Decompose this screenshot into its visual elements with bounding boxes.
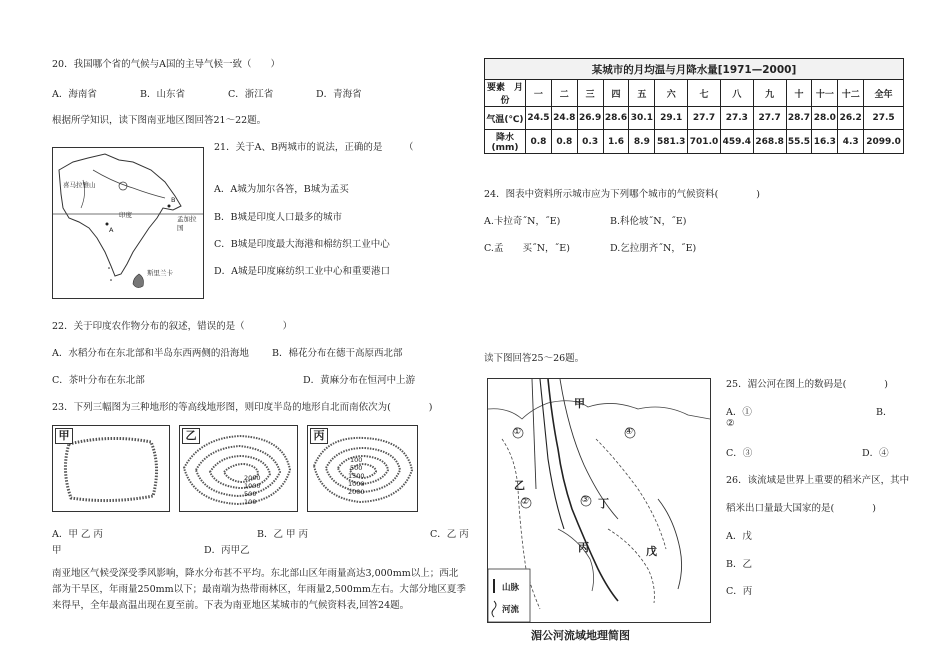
climate-table-month: 八	[720, 80, 753, 107]
contour-map-bing	[307, 425, 418, 512]
climate-table-cell: 459.4	[720, 130, 753, 154]
climate-table-cell: 2099.0	[864, 130, 904, 154]
climate-table-cell: 55.5	[786, 130, 812, 154]
climate-table-month: 一	[526, 80, 552, 107]
contour-bing-label-4: 1000	[348, 480, 365, 488]
q22-option-c: C．茶叶分布在东北部	[52, 375, 145, 386]
climate-table-month: 三	[577, 80, 603, 107]
q23-option-a: A．甲 乙 丙	[52, 529, 103, 540]
mekong-legend-mountain: 山脉	[502, 583, 520, 593]
mekong-map-caption: 湄公河流域地理简图	[531, 629, 630, 642]
mekong-label-4: ④	[625, 427, 634, 437]
q26-option-a: A．戊	[726, 531, 752, 542]
climate-table-month: 四	[603, 80, 629, 107]
climate-table-month: 九	[753, 80, 786, 107]
q22-option-b: B．棉花分布在德干高原西北部	[272, 348, 403, 359]
map-label-a: A	[109, 226, 114, 234]
mekong-label-3: ③	[581, 495, 590, 505]
q25-stem: 25．湄公河在图上的数码是( )	[726, 379, 889, 390]
climate-table-cell: 268.8	[753, 130, 786, 154]
contour-map-jia	[52, 425, 170, 512]
climate-table-cell: 27.5	[864, 107, 904, 130]
climate-table-cell: 28.7	[786, 107, 812, 130]
q23-option-c-cont: 甲	[52, 545, 62, 556]
q22-option-d: D．黄麻分布在恒河中上游	[303, 375, 416, 386]
climate-table-cell: 28.0	[812, 107, 838, 130]
contour-yi-label-2: 1000	[244, 482, 261, 490]
q21-paren: （	[404, 142, 414, 153]
passage-24-line-1: 南亚地区气候受深受季风影响，降水分布甚不平均。东北部山区年雨量高达3,000mm以上；西北	[52, 568, 459, 579]
q24-option-c: C.孟 买˝N，˝E)	[484, 243, 570, 254]
climate-table-cell: 0.8	[526, 130, 552, 154]
contour-map-yi	[179, 425, 298, 512]
q26-option-b: B．乙	[726, 559, 752, 570]
q20-option-c: C．浙江省	[228, 89, 274, 100]
contour-bing-label-5: 2000	[348, 488, 365, 496]
climate-table-header-row	[485, 80, 904, 107]
climate-table-title: 某城市的月均温与月降水量[1971—2000]	[485, 59, 904, 80]
intro-25-26: 读下图回答25～26题。	[484, 353, 585, 364]
climate-table-month: 二	[551, 80, 577, 107]
mekong-map	[487, 378, 711, 623]
climate-table-cell: 1.6	[603, 130, 629, 154]
climate-table-row-temp	[485, 107, 904, 130]
climate-table-month: 十一	[812, 80, 838, 107]
climate-table-month: 五	[629, 80, 655, 107]
climate-table-cell: 26.9	[577, 107, 603, 130]
climate-table-cell: 27.3	[720, 107, 753, 130]
q26-option-c: C．丙	[726, 586, 753, 597]
q23-stem: 23．下列三幅图为三种地形的等高线地形图，则印度半岛的地形自北而南依次为( )	[52, 402, 433, 413]
intro-21-22: 根据所学知识，读下图南亚地区图回答21～22题。	[52, 115, 267, 126]
q26-stem-line-2: 稻米出口量最大国家的是( )	[726, 503, 876, 514]
climate-table-cell: 4.3	[838, 130, 864, 154]
climate-table-cell: 27.7	[753, 107, 786, 130]
climate-table-month: 十	[786, 80, 812, 107]
climate-table-cell: 8.9	[629, 130, 655, 154]
climate-table-cell: 0.8	[551, 130, 577, 154]
contour-tag-bing: 丙	[310, 428, 328, 444]
q21-option-a: A．A城为加尔各答，B城为孟买	[214, 184, 349, 195]
q21-option-c: C．B城是印度最大海港和棉纺织工业中心	[214, 239, 390, 250]
q21-stem: 21．关于A、B两城市的说法，正确的是	[214, 142, 383, 153]
climate-table	[484, 58, 904, 154]
q22-option-a: A．水稻分布在东北部和半岛东西两侧的沿海地	[52, 348, 249, 359]
q26-stem-line-1: 26．该流域是世界上重要的稻米产区，其中	[726, 475, 910, 486]
map-label-bangladesh: 孟加拉国	[177, 215, 197, 232]
mekong-label-2: ②	[521, 497, 530, 507]
q25-option-c: C．③	[726, 448, 753, 459]
contour-bing-label-3: 1500	[348, 472, 365, 480]
climate-table-cell: 29.1	[655, 107, 688, 130]
passage-24-line-2: 部为干旱区，年雨量250mm以下；最南端为热带雨林区，年雨量2,500mm左右。大部分地区夏季	[52, 584, 466, 595]
map-label-b: B	[171, 196, 176, 204]
mekong-label-ding: 丁	[598, 497, 609, 510]
contour-yi-label-4: 100	[244, 498, 257, 506]
q25-option-b-cont: ②	[726, 418, 735, 429]
climate-table-cell: 16.3	[812, 130, 838, 154]
climate-table-cell: 0.3	[577, 130, 603, 154]
q20-stem: 20．我国哪个省的气候与A国的主导气候一致（ ）	[52, 59, 280, 70]
south-asia-map	[52, 147, 204, 299]
climate-table-cell: 26.2	[838, 107, 864, 130]
q24-option-a: A.卡拉奇˝N，˝E)	[484, 216, 561, 227]
map-label-srilanka: 斯里兰卡	[147, 269, 173, 277]
climate-table-month: 十二	[838, 80, 864, 107]
climate-table-row-precip	[485, 130, 904, 154]
climate-table-cell: 24.8	[551, 107, 577, 130]
contour-yi-label-1: 2000	[244, 474, 261, 482]
mekong-label-1: ①	[513, 427, 522, 437]
climate-table-row-label: 气温(℃)	[485, 107, 526, 130]
climate-table-month: 全年	[864, 80, 904, 107]
mekong-label-yi: 乙	[514, 479, 525, 492]
q20-option-b: B．山东省	[140, 89, 185, 100]
climate-table-month: 六	[655, 80, 688, 107]
q21-option-d: D．A城是印度麻纺织工业中心和重要港口	[214, 266, 390, 277]
climate-table-cell: 701.0	[688, 130, 721, 154]
mekong-label-bing: 丙	[578, 541, 589, 554]
mekong-legend-river: 河流	[502, 605, 520, 615]
q24-option-d: D.乞拉朋齐˝N，˝E)	[610, 243, 697, 254]
q23-option-c: C．乙 丙	[430, 529, 469, 540]
mekong-label-wu: 戊	[646, 545, 657, 558]
climate-table-row-label: 降水(mm)	[485, 130, 526, 154]
q20-option-d: D．青海省	[316, 89, 362, 100]
climate-table-cell: 581.3	[655, 130, 688, 154]
q23-option-b: B．乙 甲 丙	[257, 529, 309, 540]
mekong-label-jia: 甲	[574, 397, 585, 410]
q25-option-a: A．①	[726, 407, 752, 418]
map-label-himalaya: 喜马拉雅山	[63, 181, 96, 189]
q24-option-b: B.科伦坡˝N，˝E)	[610, 216, 687, 227]
climate-table-cell: 24.5	[526, 107, 552, 130]
q24-stem: 24．图表中资料所示城市应为下列哪个城市的气候资料( )	[484, 189, 761, 200]
passage-24-line-3: 来得早，全年最高温出现在夏至前。下表为南亚地区某城市的气候资料表,回答24题。	[52, 600, 410, 611]
q25-option-b: B．	[876, 407, 893, 418]
q20-option-a: A．海南省	[52, 89, 97, 100]
contour-tag-jia: 甲	[55, 428, 73, 444]
contour-bing-label-1: 100	[350, 456, 363, 464]
q21-option-b: B．B城是印度人口最多的城市	[214, 212, 342, 223]
map-label-india: 印度	[119, 211, 132, 219]
q22-stem: 22．关于印度农作物分布的叙述，错误的是（ ）	[52, 321, 293, 332]
q25-option-d: D．④	[862, 448, 889, 459]
contour-yi-label-3: 500	[244, 490, 257, 498]
contour-tag-yi: 乙	[182, 428, 200, 444]
q23-option-d: D．丙甲乙	[204, 545, 250, 556]
climate-table-month: 七	[688, 80, 721, 107]
climate-table-header-label: 要素 月份	[485, 80, 526, 107]
climate-table-cell: 28.6	[603, 107, 629, 130]
climate-table-cell: 27.7	[688, 107, 721, 130]
climate-table-cell: 30.1	[629, 107, 655, 130]
contour-bing-label-2: 500	[350, 464, 363, 472]
